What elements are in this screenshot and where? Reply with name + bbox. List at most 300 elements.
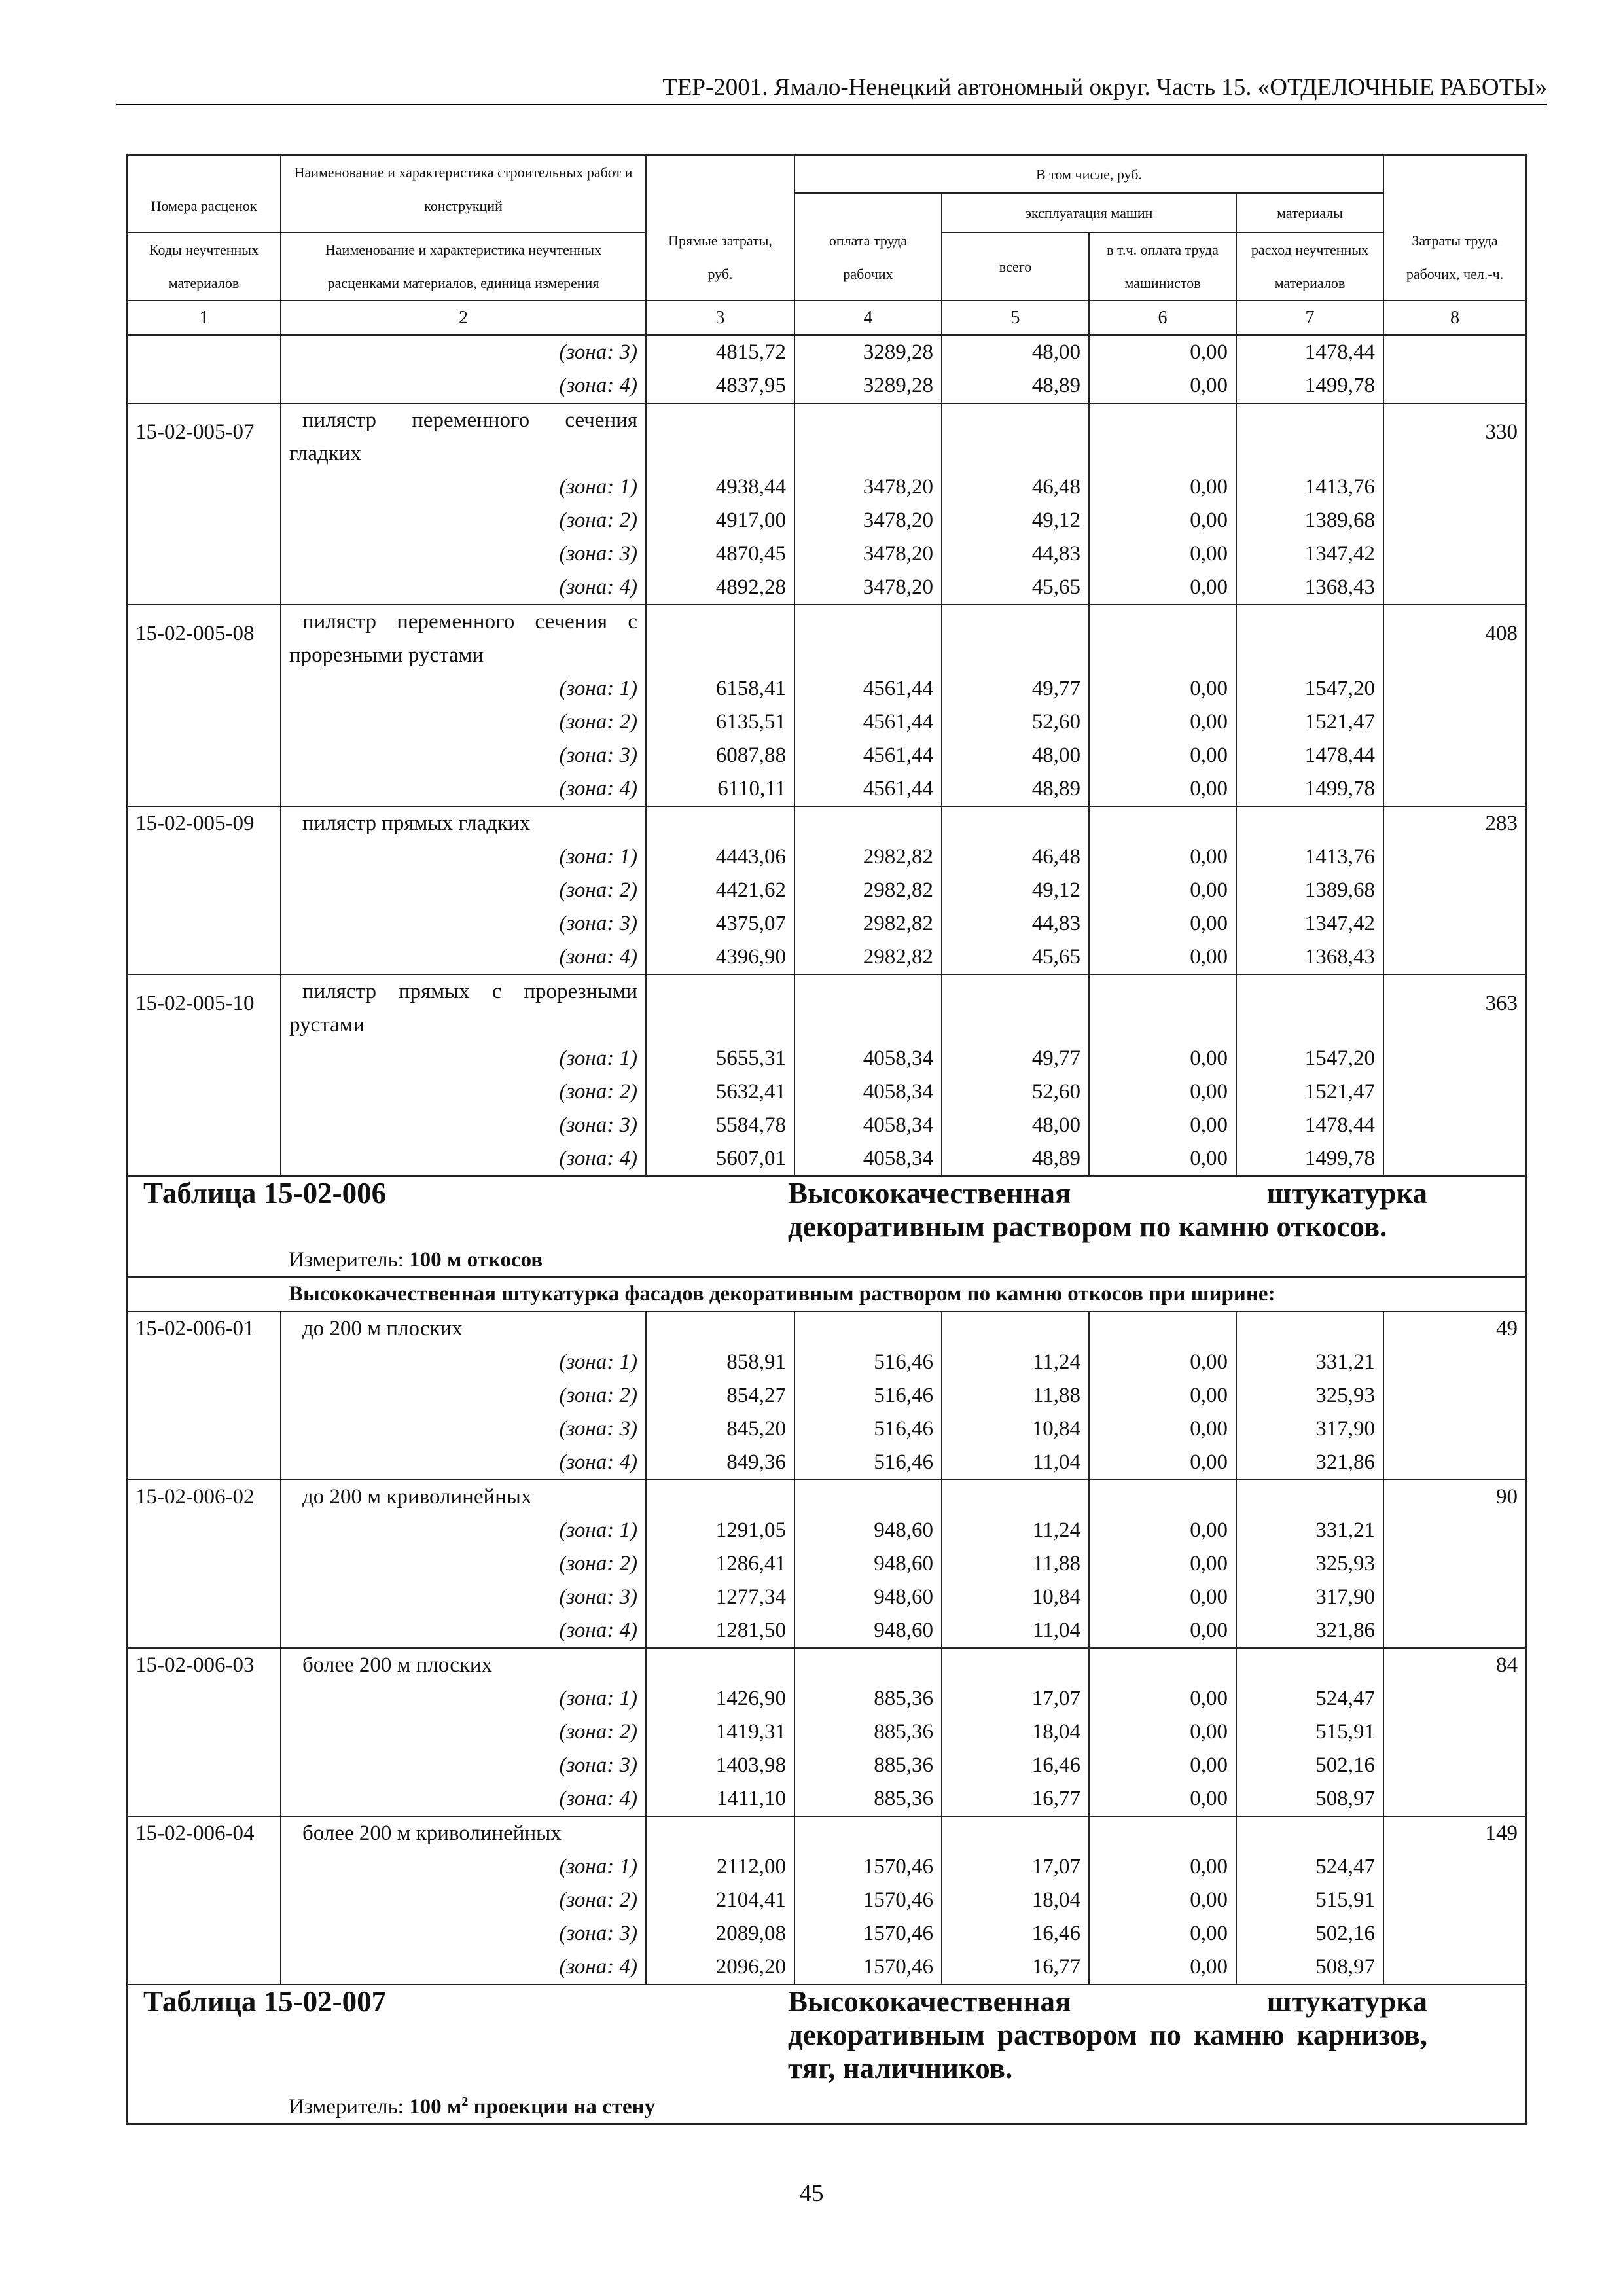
col-header-direct-costs: Прямые затраты, руб. xyxy=(646,155,794,300)
machinist-wages-cell: 0,00 xyxy=(1089,1412,1236,1446)
wages-cell: 885,36 xyxy=(794,1682,942,1715)
zone-row xyxy=(127,739,1526,772)
wages-cell: 3289,28 xyxy=(794,335,942,369)
materials-cell: 524,47 xyxy=(1236,1850,1383,1884)
machinist-wages-cell: 0,00 xyxy=(1089,706,1236,739)
machines-total-cell: 10,84 xyxy=(942,1581,1089,1614)
materials-cell: 502,16 xyxy=(1236,1749,1383,1782)
measure-value: 100 $м^2$ проекции на стену xyxy=(409,2094,656,2119)
zone-label: (зона: 1) xyxy=(281,1042,646,1075)
direct-costs-cell: 1419,31 xyxy=(646,1715,794,1749)
machinist-wages-cell: 0,00 xyxy=(1089,1950,1236,1984)
machinist-wages-cell: 0,00 xyxy=(1089,672,1236,706)
direct-costs-cell: 4443,06 xyxy=(646,840,794,874)
wages-cell: 2982,82 xyxy=(794,840,942,874)
col-header-material-use: расход неучтенных материалов xyxy=(1236,232,1383,300)
materials-cell: 1413,76 xyxy=(1236,471,1383,504)
rate-code: 15-02-006-02 xyxy=(127,1480,281,1514)
zone-label: (зона: 3) xyxy=(281,1412,646,1446)
machines-total-cell: 48,89 xyxy=(942,1142,1089,1176)
zone-row xyxy=(127,1917,1526,1950)
item-header-row xyxy=(127,403,1526,471)
zone-label: (зона: 2) xyxy=(281,1075,646,1109)
machinist-wages-cell: 0,00 xyxy=(1089,1614,1236,1648)
zone-label: (зона: 2) xyxy=(281,504,646,537)
zone-row xyxy=(127,1142,1526,1176)
wages-cell: 516,46 xyxy=(794,1446,942,1480)
machines-total-cell: 48,00 xyxy=(942,739,1089,772)
machines-total-cell: 11,04 xyxy=(942,1614,1089,1648)
direct-costs-cell: 4375,07 xyxy=(646,907,794,941)
zone-row xyxy=(127,1379,1526,1412)
machinist-wages-cell: 0,00 xyxy=(1089,941,1236,975)
direct-costs-cell: 849,36 xyxy=(646,1446,794,1480)
materials-cell: 1547,20 xyxy=(1236,1042,1383,1075)
zone-label: (зона: 3) xyxy=(281,335,646,369)
direct-costs-cell: 1426,90 xyxy=(646,1682,794,1715)
direct-costs-cell: 1281,50 xyxy=(646,1614,794,1648)
wages-cell: 885,36 xyxy=(794,1715,942,1749)
wages-cell: 3478,20 xyxy=(794,571,942,605)
zone-row xyxy=(127,537,1526,571)
machines-total-cell: 46,48 xyxy=(942,471,1089,504)
direct-costs-cell: 6135,51 xyxy=(646,706,794,739)
machines-total-cell: 11,88 xyxy=(942,1547,1089,1581)
wages-cell: 3478,20 xyxy=(794,471,942,504)
col-header-code-bottom: Коды неучтенных материалов xyxy=(127,232,281,300)
labor-cost: 149 xyxy=(1383,1816,1526,1850)
direct-costs-cell: 4870,45 xyxy=(646,537,794,571)
machines-total-cell: 48,00 xyxy=(942,1109,1089,1142)
work-name: до 200 м плоских xyxy=(281,1312,646,1346)
zone-label: (зона: 3) xyxy=(281,1917,646,1950)
materials-cell: 524,47 xyxy=(1236,1682,1383,1715)
zone-label: (зона: 4) xyxy=(281,772,646,806)
zone-row xyxy=(127,907,1526,941)
table-006-subhead: Высококачественная штукатурка фасадов декоративным раствором по камню откосов при ширине: xyxy=(281,1277,1526,1312)
zone-label: (зона: 4) xyxy=(281,571,646,605)
labor-cost: 90 xyxy=(1383,1480,1526,1514)
machinist-wages-cell: 0,00 xyxy=(1089,1715,1236,1749)
wages-cell: 885,36 xyxy=(794,1749,942,1782)
machines-total-cell: 11,24 xyxy=(942,1514,1089,1547)
zone-label: (зона: 3) xyxy=(281,1109,646,1142)
measure-prefix: Измеритель: xyxy=(289,1248,404,1272)
zone-row xyxy=(127,772,1526,806)
column-number: 2 xyxy=(281,300,646,335)
machinist-wages-cell: 0,00 xyxy=(1089,1142,1236,1176)
machines-total-cell: 45,65 xyxy=(942,941,1089,975)
machines-total-cell: 44,83 xyxy=(942,537,1089,571)
column-number: 8 xyxy=(1383,300,1526,335)
direct-costs-cell: 6087,88 xyxy=(646,739,794,772)
wages-cell: 3289,28 xyxy=(794,369,942,403)
zone-row xyxy=(127,1884,1526,1917)
item-header-row xyxy=(127,975,1526,1042)
rate-code: 15-02-006-01 xyxy=(127,1312,281,1346)
wages-cell: 1570,46 xyxy=(794,1950,942,1984)
wages-cell: 516,46 xyxy=(794,1346,942,1379)
wages-cell: 4058,34 xyxy=(794,1075,942,1109)
materials-cell: 325,93 xyxy=(1236,1379,1383,1412)
machinist-wages-cell: 0,00 xyxy=(1089,1884,1236,1917)
machinist-wages-cell: 0,00 xyxy=(1089,1109,1236,1142)
machinist-wages-cell: 0,00 xyxy=(1089,739,1236,772)
direct-costs-cell: 6110,11 xyxy=(646,772,794,806)
work-name: пилястр прямых с прорезными рустами xyxy=(281,975,646,1042)
machines-total-cell: 49,12 xyxy=(942,874,1089,907)
materials-cell: 1347,42 xyxy=(1236,537,1383,571)
machines-total-cell: 49,77 xyxy=(942,1042,1089,1075)
machinist-wages-cell: 0,00 xyxy=(1089,1514,1236,1547)
wages-cell: 885,36 xyxy=(794,1782,942,1816)
zone-label: (зона: 3) xyxy=(281,1581,646,1614)
materials-cell: 321,86 xyxy=(1236,1446,1383,1480)
zone-row xyxy=(127,1682,1526,1715)
direct-costs-cell: 4396,90 xyxy=(646,941,794,975)
materials-cell: 1521,47 xyxy=(1236,1075,1383,1109)
col-header-wages: оплата труда рабочих xyxy=(794,193,942,300)
materials-cell: 331,21 xyxy=(1236,1514,1383,1547)
zone-row xyxy=(127,941,1526,975)
zone-label: (зона: 2) xyxy=(281,1715,646,1749)
direct-costs-cell: 2104,41 xyxy=(646,1884,794,1917)
materials-cell: 1347,42 xyxy=(1236,907,1383,941)
materials-cell: 325,93 xyxy=(1236,1547,1383,1581)
table-007-title: Высококачественная штукатурка декоративным раствором по камню карнизов, тяг, наличников. xyxy=(788,1984,1520,2085)
machines-total-cell: 16,46 xyxy=(942,1749,1089,1782)
materials-cell: 1478,44 xyxy=(1236,1109,1383,1142)
column-number: 4 xyxy=(794,300,942,335)
zone-label: (зона: 1) xyxy=(281,1514,646,1547)
col-header-name-bottom: Наименование и характеристика неучтенных расценками материалов, единица измерения xyxy=(281,232,646,300)
column-number: 1 xyxy=(127,300,281,335)
machines-total-cell: 10,84 xyxy=(942,1412,1089,1446)
zone-row xyxy=(127,1446,1526,1480)
machinist-wages-cell: 0,00 xyxy=(1089,1446,1236,1480)
col-header-code-top: Номера расценок xyxy=(127,155,281,232)
zone-row xyxy=(127,1850,1526,1884)
materials-cell: 1389,68 xyxy=(1236,504,1383,537)
machines-total-cell: 49,12 xyxy=(942,504,1089,537)
direct-costs-cell: 4421,62 xyxy=(646,874,794,907)
item-header-row xyxy=(127,1312,1526,1346)
zone-label: (зона: 1) xyxy=(281,672,646,706)
machinist-wages-cell: 0,00 xyxy=(1089,1346,1236,1379)
machinist-wages-cell: 0,00 xyxy=(1089,1682,1236,1715)
zone-row xyxy=(127,369,1526,403)
machines-total-cell: 16,77 xyxy=(942,1782,1089,1816)
machinist-wages-cell: 0,00 xyxy=(1089,335,1236,369)
wages-cell: 4058,34 xyxy=(794,1042,942,1075)
zone-label: (зона: 1) xyxy=(281,1850,646,1884)
machinist-wages-cell: 0,00 xyxy=(1089,1749,1236,1782)
machines-total-cell: 46,48 xyxy=(942,840,1089,874)
labor-cost: 84 xyxy=(1383,1648,1526,1682)
machines-total-cell: 52,60 xyxy=(942,1075,1089,1109)
machinist-wages-cell: 0,00 xyxy=(1089,537,1236,571)
work-name: более 200 м плоских xyxy=(281,1648,646,1682)
wages-cell: 1570,46 xyxy=(794,1850,942,1884)
zone-label: (зона: 1) xyxy=(281,1682,646,1715)
table-007-label: Таблица 15-02-007 xyxy=(127,1984,794,2085)
zone-label: (зона: 3) xyxy=(281,1749,646,1782)
machinist-wages-cell: 0,00 xyxy=(1089,1547,1236,1581)
machines-total-cell: 45,65 xyxy=(942,571,1089,605)
column-number: 6 xyxy=(1089,300,1236,335)
wages-cell: 948,60 xyxy=(794,1514,942,1547)
direct-costs-cell: 858,91 xyxy=(646,1346,794,1379)
materials-cell: 508,97 xyxy=(1236,1782,1383,1816)
col-header-materials: материалы xyxy=(1236,193,1383,232)
zone-row xyxy=(127,1109,1526,1142)
direct-costs-cell: 2096,20 xyxy=(646,1950,794,1984)
labor-cost: 330 xyxy=(1383,403,1526,471)
machines-total-cell: 48,00 xyxy=(942,335,1089,369)
zone-row xyxy=(127,1782,1526,1816)
zone-label: (зона: 2) xyxy=(281,1547,646,1581)
col-header-group: В том числе, руб. xyxy=(794,155,1383,193)
machinist-wages-cell: 0,00 xyxy=(1089,874,1236,907)
machines-total-cell: 18,04 xyxy=(942,1715,1089,1749)
machinist-wages-cell: 0,00 xyxy=(1089,369,1236,403)
zone-label: (зона: 1) xyxy=(281,840,646,874)
zone-label: (зона: 2) xyxy=(281,1884,646,1917)
machines-total-cell: 52,60 xyxy=(942,706,1089,739)
rate-code: 15-02-005-10 xyxy=(127,975,281,1042)
zone-label: (зона: 4) xyxy=(281,1614,646,1648)
labor-cost: 283 xyxy=(1383,806,1526,840)
direct-costs-cell: 1277,34 xyxy=(646,1581,794,1614)
machines-total-cell: 17,07 xyxy=(942,1682,1089,1715)
col-header-machinist-wages: в т.ч. оплата труда машинистов xyxy=(1089,232,1236,300)
direct-costs-cell: 4837,95 xyxy=(646,369,794,403)
column-number: 5 xyxy=(942,300,1089,335)
zone-row xyxy=(127,1412,1526,1446)
machines-total-cell: 44,83 xyxy=(942,907,1089,941)
zone-label: (зона: 4) xyxy=(281,1950,646,1984)
materials-cell: 1368,43 xyxy=(1236,571,1383,605)
zone-row xyxy=(127,1749,1526,1782)
measure-prefix: Измеритель: xyxy=(289,2095,404,2119)
machinist-wages-cell: 0,00 xyxy=(1089,1917,1236,1950)
direct-costs-cell: 854,27 xyxy=(646,1379,794,1412)
wages-cell: 3478,20 xyxy=(794,537,942,571)
direct-costs-cell: 4938,44 xyxy=(646,471,794,504)
materials-cell: 1499,78 xyxy=(1236,772,1383,806)
wages-cell: 1570,46 xyxy=(794,1917,942,1950)
direct-costs-cell: 845,20 xyxy=(646,1412,794,1446)
materials-cell: 515,91 xyxy=(1236,1884,1383,1917)
work-name: пилястр переменного сечения с прорезными рустами xyxy=(281,605,646,672)
wages-cell: 4561,44 xyxy=(794,739,942,772)
machinist-wages-cell: 0,00 xyxy=(1089,772,1236,806)
col-header-machines-total: всего xyxy=(942,232,1089,300)
zone-label: (зона: 4) xyxy=(281,1782,646,1816)
measure-value: 100 м откосов xyxy=(409,1248,543,1272)
work-name: более 200 м криволинейных xyxy=(281,1816,646,1850)
col-header-machines: эксплуатация машин xyxy=(942,193,1236,232)
col-header-labor: Затраты труда рабочих, чел.-ч. xyxy=(1383,155,1526,300)
rate-code: 15-02-005-09 xyxy=(127,806,281,840)
zone-label: (зона: 4) xyxy=(281,1446,646,1480)
item-header-row xyxy=(127,605,1526,672)
machinist-wages-cell: 0,00 xyxy=(1089,1075,1236,1109)
wages-cell: 516,46 xyxy=(794,1412,942,1446)
materials-cell: 1478,44 xyxy=(1236,739,1383,772)
wages-cell: 4058,34 xyxy=(794,1109,942,1142)
rate-code: 15-02-006-04 xyxy=(127,1816,281,1850)
machinist-wages-cell: 0,00 xyxy=(1089,1042,1236,1075)
wages-cell: 2982,82 xyxy=(794,874,942,907)
zone-label: (зона: 2) xyxy=(281,874,646,907)
materials-cell: 321,86 xyxy=(1236,1614,1383,1648)
column-number: 3 xyxy=(646,300,794,335)
rate-code: 15-02-006-03 xyxy=(127,1648,281,1682)
column-number: 7 xyxy=(1236,300,1383,335)
machinist-wages-cell: 0,00 xyxy=(1089,907,1236,941)
zone-row xyxy=(127,1042,1526,1075)
labor-cost: 49 xyxy=(1383,1312,1526,1346)
machinist-wages-cell: 0,00 xyxy=(1089,840,1236,874)
machines-total-cell: 11,88 xyxy=(942,1379,1089,1412)
materials-cell: 317,90 xyxy=(1236,1581,1383,1614)
direct-costs-cell: 6158,41 xyxy=(646,672,794,706)
wages-cell: 948,60 xyxy=(794,1614,942,1648)
zone-row xyxy=(127,1346,1526,1379)
zone-row xyxy=(127,1075,1526,1109)
zone-label: (зона: 2) xyxy=(281,706,646,739)
materials-cell: 331,21 xyxy=(1236,1346,1383,1379)
wages-cell: 2982,82 xyxy=(794,941,942,975)
machines-total-cell: 48,89 xyxy=(942,369,1089,403)
zone-label: (зона: 1) xyxy=(281,471,646,504)
direct-costs-cell: 5655,31 xyxy=(646,1042,794,1075)
materials-cell: 515,91 xyxy=(1236,1715,1383,1749)
wages-cell: 4561,44 xyxy=(794,772,942,806)
machines-total-cell: 11,24 xyxy=(942,1346,1089,1379)
zone-row xyxy=(127,1581,1526,1614)
direct-costs-cell: 4917,00 xyxy=(646,504,794,537)
direct-costs-cell: 1403,98 xyxy=(646,1749,794,1782)
materials-cell: 1413,76 xyxy=(1236,840,1383,874)
direct-costs-cell: 5584,78 xyxy=(646,1109,794,1142)
materials-cell: 1368,43 xyxy=(1236,941,1383,975)
zone-label: (зона: 3) xyxy=(281,907,646,941)
zone-row xyxy=(127,471,1526,504)
zone-label: (зона: 4) xyxy=(281,1142,646,1176)
direct-costs-cell: 1411,10 xyxy=(646,1782,794,1816)
machinist-wages-cell: 0,00 xyxy=(1089,1782,1236,1816)
zone-row xyxy=(127,335,1526,369)
machinist-wages-cell: 0,00 xyxy=(1089,571,1236,605)
direct-costs-cell: 2089,08 xyxy=(646,1917,794,1950)
col-header-name-top: Наименование и характеристика строительных работ и конструкций xyxy=(281,155,646,232)
labor-cost: 363 xyxy=(1383,975,1526,1042)
materials-cell: 1499,78 xyxy=(1236,1142,1383,1176)
zone-row xyxy=(127,672,1526,706)
direct-costs-cell: 5632,41 xyxy=(646,1075,794,1109)
direct-costs-cell: 4892,28 xyxy=(646,571,794,605)
item-header-row xyxy=(127,1816,1526,1850)
machines-total-cell: 18,04 xyxy=(942,1884,1089,1917)
wages-cell: 2982,82 xyxy=(794,907,942,941)
item-header-row xyxy=(127,806,1526,840)
table-006-title: Высококачественная штукатурка декоративным раствором по камню откосов. xyxy=(788,1176,1520,1244)
machinist-wages-cell: 0,00 xyxy=(1089,504,1236,537)
rates-table xyxy=(126,154,1527,2125)
zone-row xyxy=(127,571,1526,605)
machinist-wages-cell: 0,00 xyxy=(1089,471,1236,504)
wages-cell: 516,46 xyxy=(794,1379,942,1412)
materials-cell: 1478,44 xyxy=(1236,335,1383,369)
materials-cell: 317,90 xyxy=(1236,1412,1383,1446)
zone-row xyxy=(127,1547,1526,1581)
table-006-label: Таблица 15-02-006 xyxy=(127,1176,794,1244)
table-006-measure xyxy=(281,1244,1526,1277)
zone-row xyxy=(127,1614,1526,1648)
machines-total-cell: 16,77 xyxy=(942,1950,1089,1984)
materials-cell: 1389,68 xyxy=(1236,874,1383,907)
direct-costs-cell: 2112,00 xyxy=(646,1850,794,1884)
materials-cell: 1521,47 xyxy=(1236,706,1383,739)
materials-cell: 508,97 xyxy=(1236,1950,1383,1984)
machines-total-cell: 48,89 xyxy=(942,772,1089,806)
zone-label: (зона: 2) xyxy=(281,1379,646,1412)
wages-cell: 4561,44 xyxy=(794,672,942,706)
wages-cell: 1570,46 xyxy=(794,1884,942,1917)
column-numbers-row xyxy=(127,300,1526,335)
running-header: ТЕР-2001. Ямало-Ненецкий автономный округ. Часть 15. «ОТДЕЛОЧНЫЕ РАБОТЫ» xyxy=(116,73,1547,105)
direct-costs-cell: 1291,05 xyxy=(646,1514,794,1547)
wages-cell: 4561,44 xyxy=(794,706,942,739)
zone-row xyxy=(127,706,1526,739)
zone-row xyxy=(127,1514,1526,1547)
item-header-row xyxy=(127,1480,1526,1514)
rate-code: 15-02-005-07 xyxy=(127,403,281,471)
wages-cell: 948,60 xyxy=(794,1547,942,1581)
machinist-wages-cell: 0,00 xyxy=(1089,1850,1236,1884)
wages-cell: 3478,20 xyxy=(794,504,942,537)
zone-label: (зона: 4) xyxy=(281,369,646,403)
zone-row xyxy=(127,1715,1526,1749)
zone-row xyxy=(127,840,1526,874)
zone-row xyxy=(127,1950,1526,1984)
materials-cell: 502,16 xyxy=(1236,1917,1383,1950)
work-name: пилястр прямых гладких xyxy=(281,806,646,840)
direct-costs-cell: 1286,41 xyxy=(646,1547,794,1581)
work-name: пилястр переменного сечения гладких xyxy=(281,403,646,471)
direct-costs-cell: 4815,72 xyxy=(646,335,794,369)
machines-total-cell: 16,46 xyxy=(942,1917,1089,1950)
wages-cell: 948,60 xyxy=(794,1581,942,1614)
machines-total-cell: 49,77 xyxy=(942,672,1089,706)
machinist-wages-cell: 0,00 xyxy=(1089,1379,1236,1412)
rate-code: 15-02-005-08 xyxy=(127,605,281,672)
wages-cell: 4058,34 xyxy=(794,1142,942,1176)
zone-label: (зона: 1) xyxy=(281,1346,646,1379)
zone-label: (зона: 3) xyxy=(281,537,646,571)
direct-costs-cell: 5607,01 xyxy=(646,1142,794,1176)
zone-row xyxy=(127,504,1526,537)
zone-row xyxy=(127,874,1526,907)
work-name: до 200 м криволинейных xyxy=(281,1480,646,1514)
item-header-row xyxy=(127,1648,1526,1682)
machinist-wages-cell: 0,00 xyxy=(1089,1581,1236,1614)
materials-cell: 1547,20 xyxy=(1236,672,1383,706)
zone-label: (зона: 3) xyxy=(281,739,646,772)
machines-total-cell: 11,04 xyxy=(942,1446,1089,1480)
